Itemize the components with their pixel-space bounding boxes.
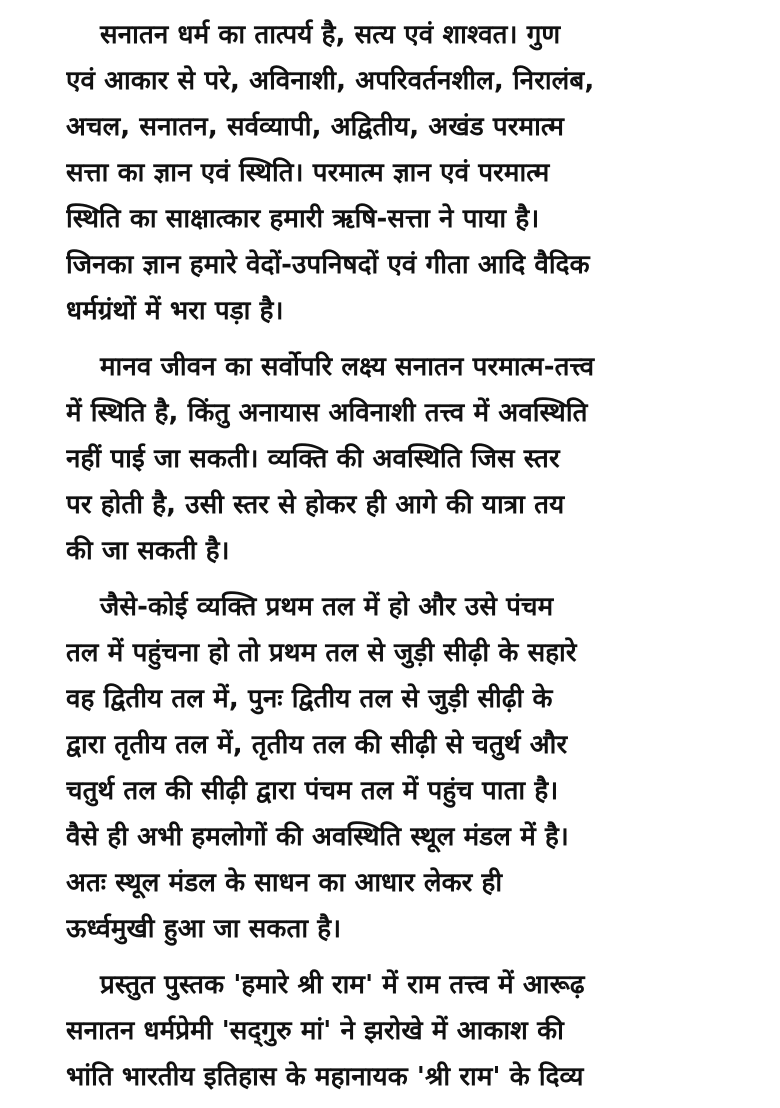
- text-line: सनातन धर्मप्रेमी 'सद्‌गुरु मां' ने झरोखे में आकाश की: [66, 1016, 564, 1046]
- paragraph-1: [66, 12, 718, 334]
- text-line: द्वारा तृतीय तल में, तृतीय तल की सीढ़ी से चतुर्थ और: [66, 730, 568, 760]
- text-line: वह द्वितीय तल में, पुनः द्वितीय तल से जुड़ी सीढ़ी के: [66, 684, 553, 714]
- text-line: में स्थिति है, किंतु अनायास अविनाशी तत्त्व में अवस्थिति: [66, 398, 588, 428]
- text-line: पर होती है, उसी स्तर से होकर ही आगे की यात्रा तय: [66, 490, 565, 520]
- text-line: जैसे-कोई व्यक्ति प्रथम तल में हो और उसे पंचम: [100, 592, 554, 622]
- text-line: भांति भारतीय इतिहास के महानायक 'श्री राम' के दिव्य: [66, 1062, 584, 1092]
- paragraph-gap: [66, 952, 718, 962]
- text-line: नहीं पाई जा सकती। व्यक्ति की अवस्थिति जिस स्तर: [66, 444, 560, 474]
- text-line: सनातन धर्म का तात्पर्य है, सत्य एवं शाश्वत। गुण: [100, 20, 561, 50]
- text-line: अतः स्थूल मंडल के साधन का आधार लेकर ही: [66, 868, 503, 898]
- paragraph-gap: [66, 334, 718, 344]
- text-line: अचल, सनातन, सर्वव्यापी, अद्वितीय, अखंड परमात्म: [66, 112, 564, 142]
- paragraph-4: [66, 962, 718, 1100]
- text-line: वैसे ही अभी हमलोगों की अवस्थिति स्थूल मंडल में है।: [66, 822, 569, 852]
- text-line: प्रस्तुत पुस्तक 'हमारे श्री राम' में राम तत्त्व में आरूढ़: [100, 970, 585, 1000]
- text-line: स्थिति का साक्षात्कार हमारी ऋषि-सत्ता ने पाया है।: [66, 204, 540, 234]
- paragraph-2: [66, 344, 718, 574]
- text-line: तल में पहुंचना हो तो प्रथम तल से जुड़ी सीढ़ी के सहारे: [66, 638, 577, 668]
- paragraph-gap: [66, 574, 718, 584]
- text-line: मानव जीवन का सर्वोपरि लक्ष्य सनातन परमात्म-तत्त्व: [100, 352, 595, 382]
- paragraph-3: [66, 584, 718, 952]
- text-line: चतुर्थ तल की सीढ़ी द्वारा पंचम तल में पहुंच पाता है।: [66, 776, 559, 806]
- text-line: धर्मग्रंथों में भरा पड़ा है।: [66, 296, 284, 326]
- text-line: ऊर्ध्वमुखी हुआ जा सकता है।: [66, 914, 342, 944]
- text-line: की जा सकती है।: [66, 536, 230, 566]
- text-line: जिनका ज्ञान हमारे वेदों-उपनिषदों एवं गीता आदि वैदिक: [66, 250, 590, 280]
- text-line: सत्ता का ज्ञान एवं स्थिति। परमात्म ज्ञान एवं परमात्म: [66, 158, 550, 188]
- text-line: एवं आकार से परे, अविनाशी, अपरिवर्तनशील, निरालंब,: [66, 66, 595, 96]
